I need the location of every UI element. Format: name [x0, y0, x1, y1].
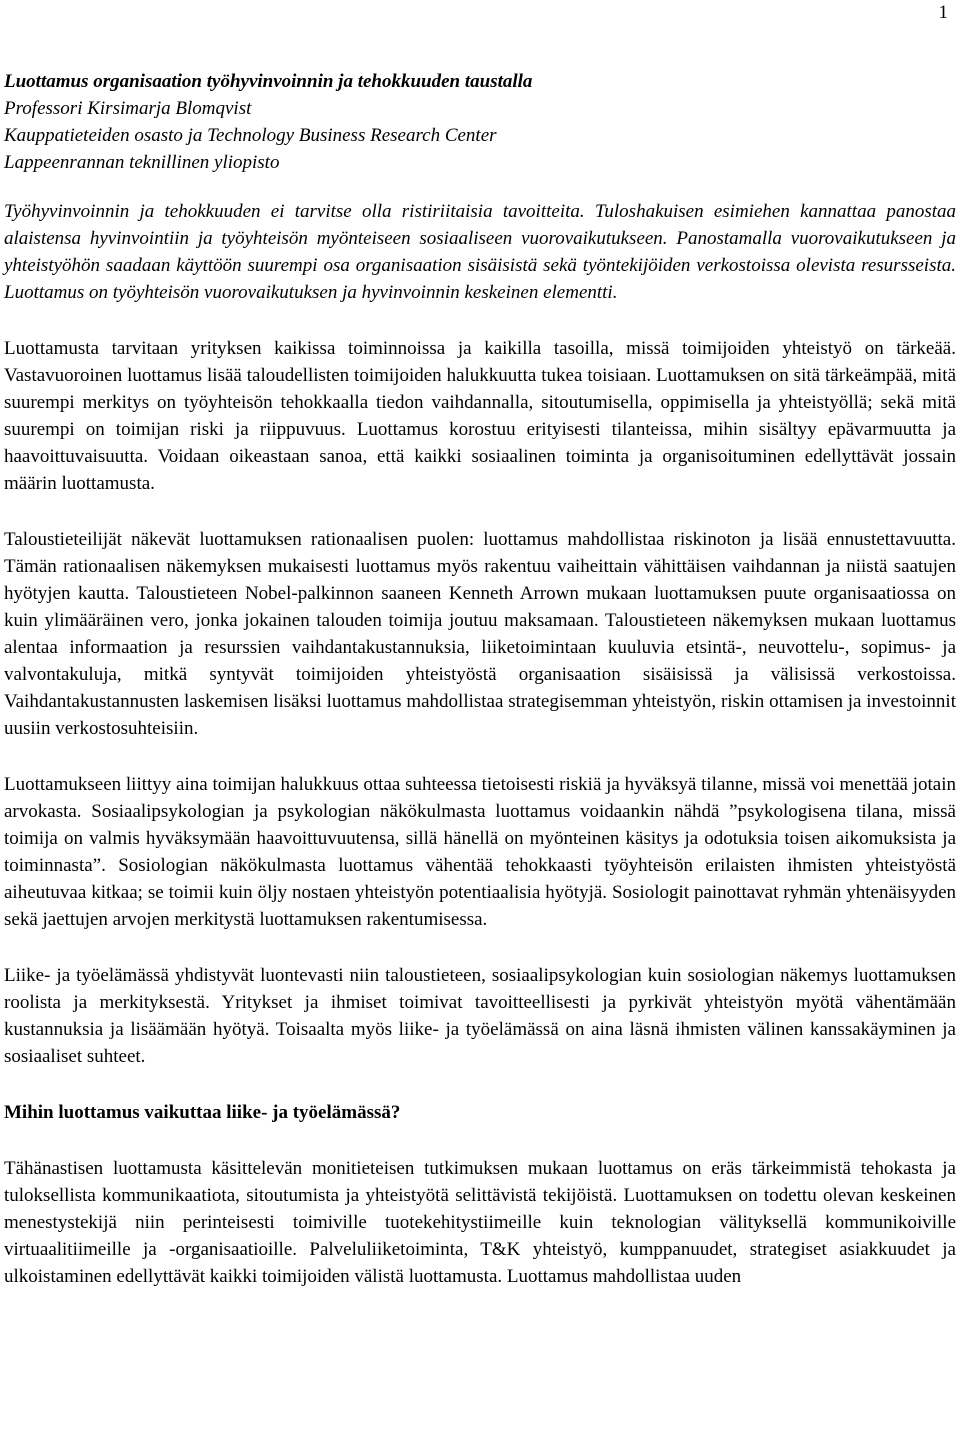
section-heading: Mihin luottamus vaikuttaa liike- ja työelämässä? [4, 1102, 401, 1123]
body-paragraph-2: Taloustieteilijät näkevät luottamuksen rationaalisen puolen: luottamus mahdollistaa riskinoton ja lisää ennustettavuutta. Tämän rationaalisen näkemyksen mukaisesti luottamus myös rakentuu vaiheittain vähittäisen vaihdannan ja niistä saatujen hyötyjen kautta. Taloustieteen Nobel-palkinnon saaneen Kenneth Arrown mukaan luottamuksen puute organisaatiossa on kuin ylimääräinen vero, jonka jokainen talouden toimija joutuu maksamaan. Taloustieteen näkemyksen mukaan luottamus alentaa informaation ja resurssien vaihdantakustannuksia, liiketoimintaan kuuluvia etsintä-, neuvottelu-, sopimus- ja valvontakuluja, mitkä syntyvät toimijoiden yhteistyöstä organisaation sisäisissä ja välisissä verkostoissa. Vaihdantakustannusten laskemisen lisäksi luottamus mahdollistaa strategisemman yhteistyön, riskin ottamisen ja investoinnit uusiin verkostosuhteisiin. [4, 529, 956, 739]
document-title: Luottamus organisaation työhyvinvoinnin ja tehokkuuden taustalla [4, 71, 533, 92]
body-paragraph-4: Liike- ja työelämässä yhdistyvät luontevasti niin taloustieteen, sosiaalipsykologian kuin sosiologian näkemys luottamuksen roolista ja merkityksestä. Yritykset ja ihmiset toimivat tavoitteellisesti ja pyrkivät yhteistyön myötä vähentämään kustannuksia ja lisäämään hyötyä. Toisaalta myös liike- ja työelämässä on aina läsnä ihmisten välinen kanssakäyminen ja sosiaaliset suhteet. [4, 965, 956, 1067]
body-paragraph-1: Luottamusta tarvitaan yrityksen kaikissa toiminnoissa ja kaikilla tasoilla, missä toimijoiden yhteistyö on tärkeää. Vastavuoroinen luottamus lisää taloudellisten toimijoiden halukkuutta tukea toisiaan. Luottamuksen on sitä tärkeämpää, mitä suurempi merkitys on työyhteisön tehokkaalla tiedon vaihdannalla, sitoutumisella, oppimisella ja yhteistyöllä; sekä mitä suurempi on toimijan riski ja riippuvuus. Luottamus korostuu erityisesti tilanteissa, mihin sisältyy epävarmuutta ja haavoittuvaisuutta. Voidaan oikeastaan sanoa, että kaikki sosiaalinen toiminta ja organisoituminen edellyttävät jossain määrin luottamusta. [4, 338, 956, 494]
department-line: Kauppatieteiden osasto ja Technology Business Research Center [4, 125, 497, 146]
page-number: 1 [938, 2, 948, 23]
section-paragraph: Tähänastisen luottamusta käsittelevän monitieteisen tutkimuksen mukaan luottamus on eräs tärkeimmistä tehokasta ja tuloksellista kommunikaatiota, sitoutumista ja yhteistyötä selittävistä tekijöistä. Luottamuksen on todettu olevan keskeinen menestystekijä niin perinteisesti toimiville tuotekehitystiimeille kuin teknologian välityksellä kommunikoiville virtuaalitiimeille ja -organisaatioille. Palveluliiketoiminta, T&K yhteistyö, kumppanuudet, strategiset asiakkuudet ja ulkoistaminen edellyttävät kaikki toimijoiden välistä luottamusta. Luottamus mahdollistaa uuden [4, 1158, 956, 1287]
author-line: Professori Kirsimarja Blomqvist [4, 98, 252, 119]
document-content [4, 68, 956, 1290]
abstract-paragraph: Työhyvinvoinnin ja tehokkuuden ei tarvitse olla ristiriitaisia tavoitteita. Tuloshakuisen esimiehen kannattaa panostaa alaistensa hyvinvointiin ja työyhteisön myönteiseen sosiaaliseen vuorovaikutukseen. Panostamalla vuorovaikutukseen ja yhteistyöhön saadaan käyttöön suurempi osa organisaation sisäisistä sekä työntekijöiden verkostoissa olevista resursseista. Luottamus on työyhteisön vuorovaikutuksen ja hyvinvoinnin keskeinen elementti. [4, 201, 956, 303]
university-line: Lappeenrannan teknillinen yliopisto [4, 152, 280, 173]
body-paragraph-3: Luottamukseen liittyy aina toimijan halukkuus ottaa suhteessa tietoisesti riskiä ja hyväksyä tilanne, missä voi menettää jotain arvokasta. Sosiaalipsykologian ja psykologian näkökulmasta luottamus voidaankin nähdä ”psykologisena tilana, missä toimija on valmis hyväksymään haavoittuvuutensa, sillä hänellä on myönteinen käsitys ja odotuksia toisen aikomuksista ja toiminnasta”. Sosiologian näkökulmasta luottamus vähentää tehokkaasti työyhteisön erilaisten ihmisten yhteistyöstä aiheutuvaa kitkaa; se toimii kuin öljy nostaen yhteistyön potentiaalisia hyötyjä. Sosiologit painottavat ryhmän yhtenäisyyden sekä jaettujen arvojen merkitystä luottamuksen rakentumisessa. [4, 774, 956, 930]
document-header [4, 68, 956, 176]
